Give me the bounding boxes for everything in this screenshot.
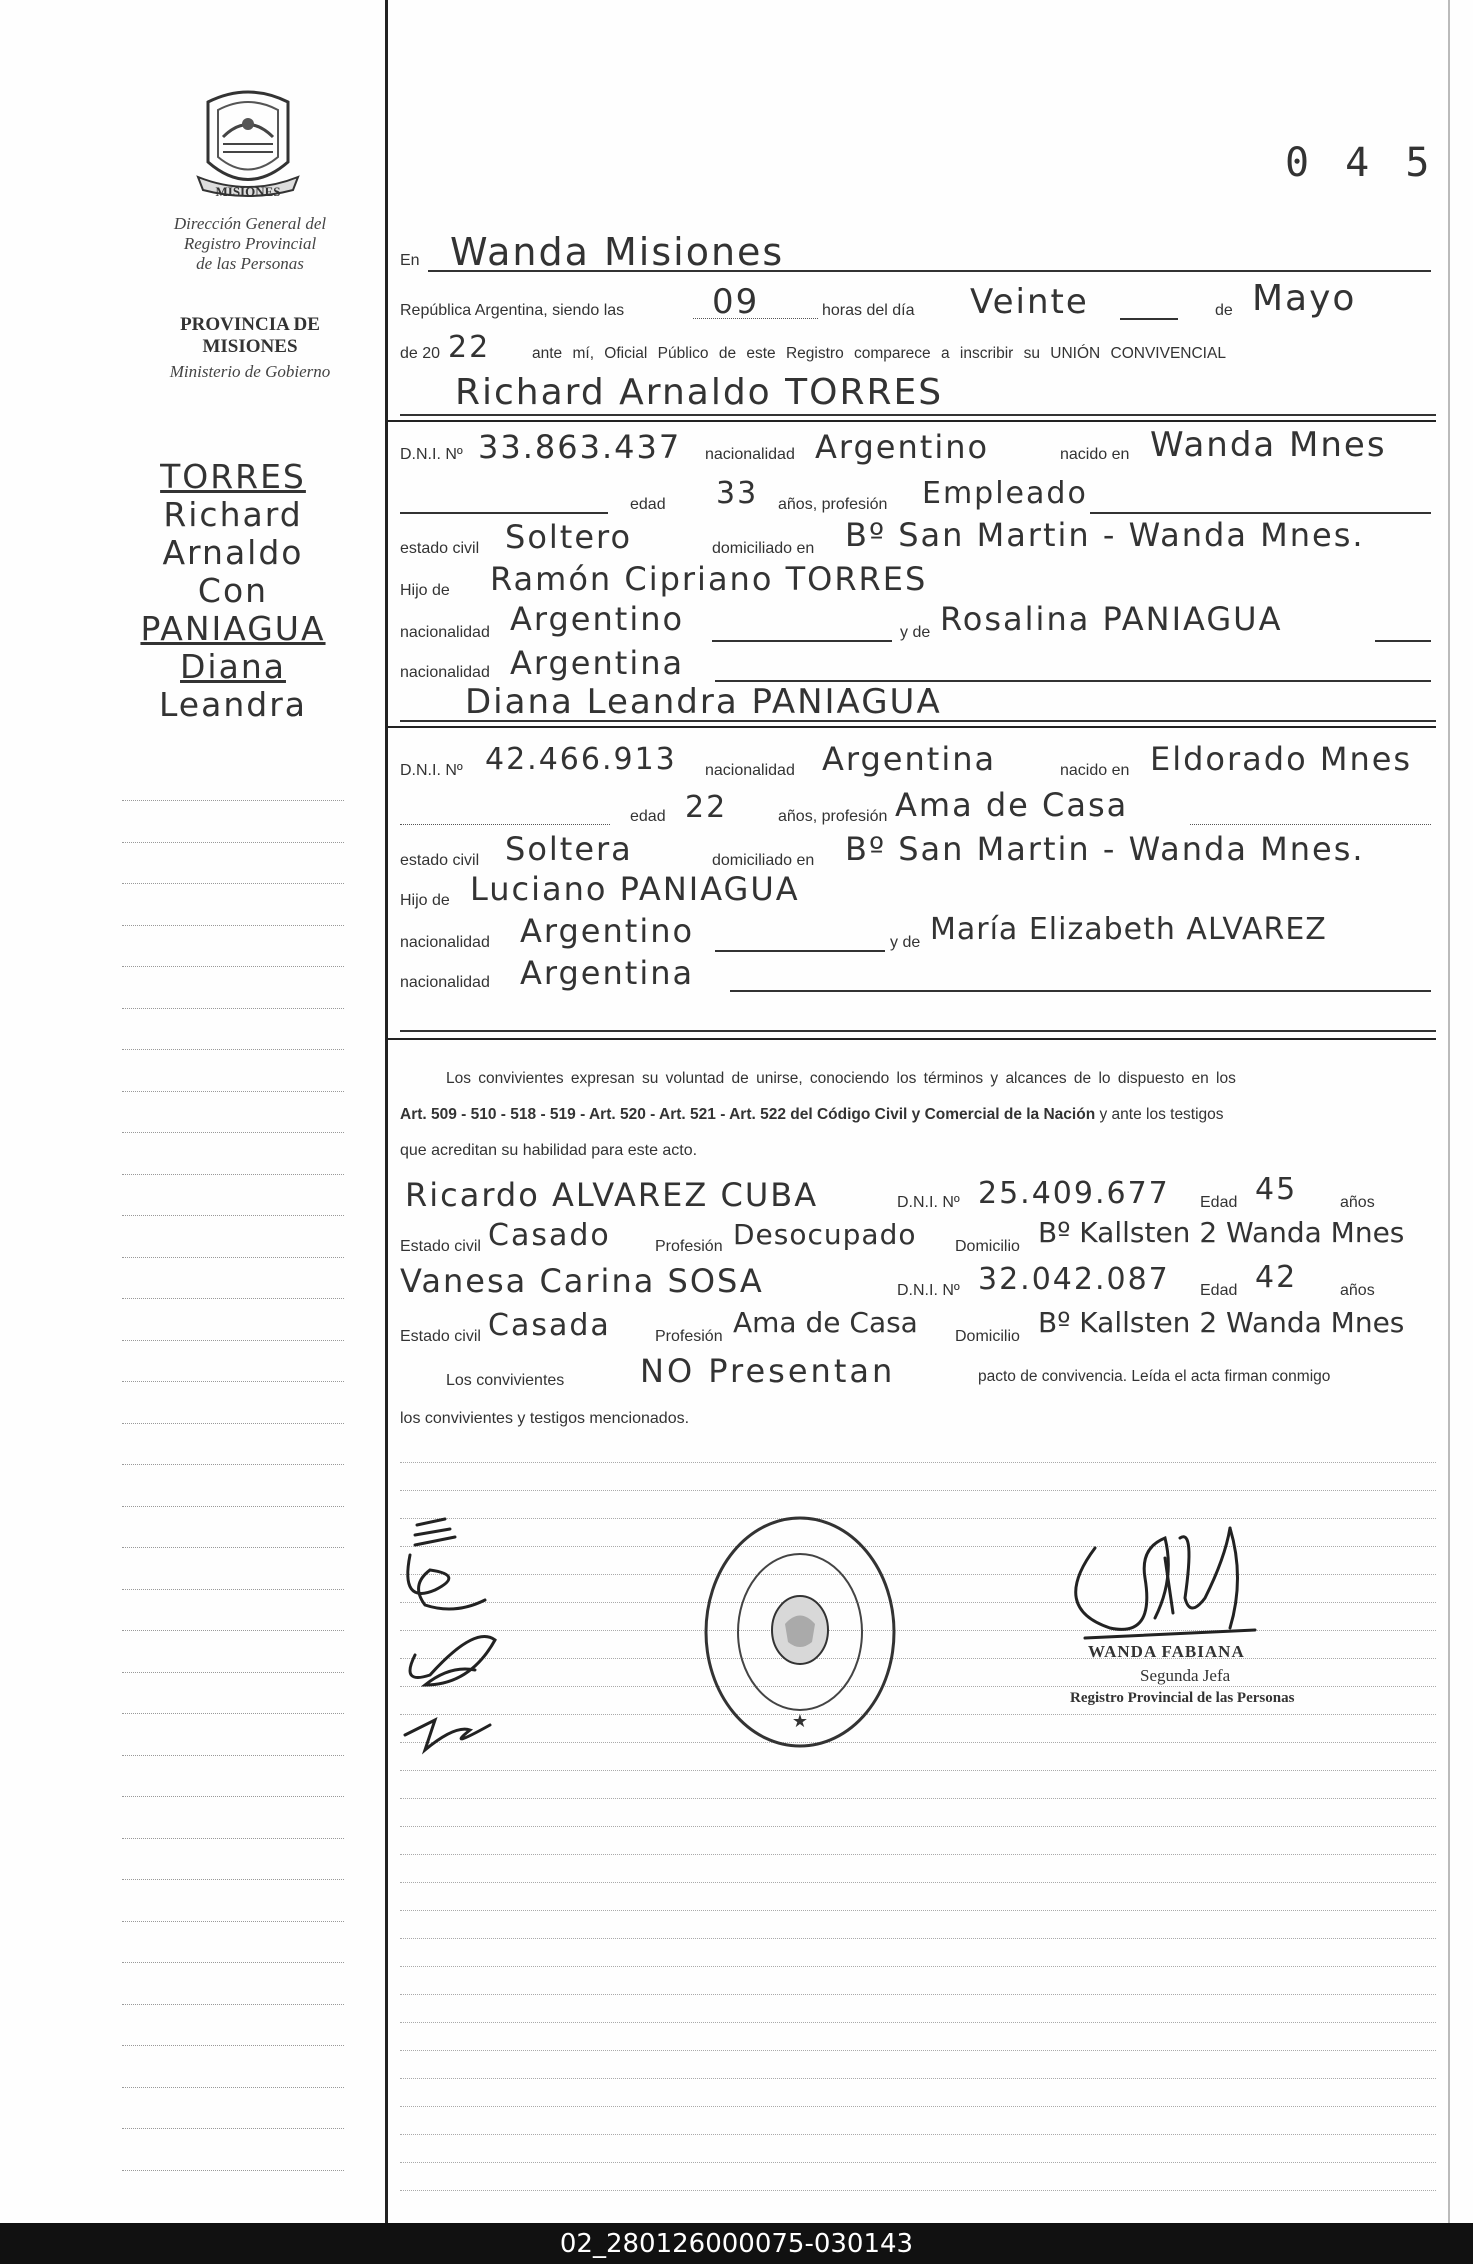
p2-dni-label: D.N.I. Nº xyxy=(400,762,463,779)
margin-rule-line xyxy=(122,1547,344,1548)
margin-rule-line xyxy=(122,883,344,884)
official-title: Segunda Jefa xyxy=(1140,1666,1231,1685)
day-value: Veinte xyxy=(970,282,1089,322)
margin-rule-line xyxy=(122,1132,344,1133)
main-rule-line xyxy=(400,2162,1436,2163)
official-name: WANDA FABIANA xyxy=(1088,1642,1245,1661)
section-divider xyxy=(388,1038,1436,1040)
margin-note-line: Con xyxy=(197,571,269,610)
margin-rule-line xyxy=(122,925,344,926)
margin-rule-line xyxy=(122,1921,344,1922)
margin-rule-line xyxy=(122,1755,344,1756)
w1-name: Ricardo ALVAREZ CUBA xyxy=(405,1176,819,1214)
main-rule-line xyxy=(400,1882,1436,1883)
pact-prefix: Los convivientes xyxy=(446,1372,565,1389)
p1-edad-label: edad xyxy=(630,496,666,513)
margin-note xyxy=(122,458,344,724)
agency-line-3: de las Personas xyxy=(196,254,304,273)
page-edge-line xyxy=(1448,0,1450,2223)
w1-anos-label: años xyxy=(1340,1194,1375,1211)
p2-edad-value: 22 xyxy=(685,790,728,825)
pact-suffix: pacto de convivencia. Leída el acta firman conmigo xyxy=(978,1368,1331,1385)
margin-rule-line xyxy=(122,2170,344,2171)
p1-domicilio-value: Bº San Martin - Wanda Mnes. xyxy=(845,516,1365,554)
p1-nac-padre-rule xyxy=(712,640,892,642)
w2-edad-value: 42 xyxy=(1255,1260,1298,1295)
signatures-witnesses xyxy=(395,1515,525,1775)
agency-name xyxy=(120,214,380,274)
p2-nacionalidad-value: Argentina xyxy=(822,740,997,778)
main-rule-line xyxy=(400,1490,1436,1491)
p1-domicilio-label: domiciliado en xyxy=(712,540,815,557)
official-stamp-icon xyxy=(700,1512,900,1762)
margin-divider xyxy=(385,0,388,2223)
w2-edad-label: Edad xyxy=(1200,1282,1238,1299)
margin-note-line: PANIAGUA xyxy=(140,609,326,648)
p1-nacido-value: Wanda Mnes xyxy=(1150,425,1387,465)
p1-madre-value: Rosalina PANIAGUA xyxy=(940,600,1283,638)
margin-rule-line xyxy=(122,1962,344,1963)
margin-rule-line xyxy=(122,1589,344,1590)
p2-profesion-rule xyxy=(1190,824,1431,825)
w1-profesion-value: Desocupado xyxy=(733,1218,917,1251)
declaration-line-3: que acreditan su habilidad para este acto. xyxy=(400,1142,698,1159)
p2-domicilio-label: domiciliado en xyxy=(712,852,815,869)
p1-estado-label: estado civil xyxy=(400,540,480,557)
margin-rule-line xyxy=(122,1008,344,1009)
main-rule-line xyxy=(400,2190,1436,2191)
w2-dni-value: 32.042.087 xyxy=(978,1262,1170,1297)
p1-nac-madre-value: Argentina xyxy=(510,644,685,682)
ministry-name: Ministerio de Gobierno xyxy=(169,362,331,381)
p2-nacionalidad-label: nacionalidad xyxy=(705,762,795,779)
main-rule-line xyxy=(400,1994,1436,1995)
main-rule-line xyxy=(400,2078,1436,2079)
w1-domicilio-label: Domicilio xyxy=(955,1238,1020,1255)
margin-rule-line xyxy=(122,1381,344,1382)
p1-yde-label: y de xyxy=(900,624,931,641)
margin-rule-line xyxy=(122,1049,344,1050)
p2-dni-value: 42.466.913 xyxy=(485,742,677,777)
margin-rule-line xyxy=(122,1215,344,1216)
p1-profesion-value: Empleado xyxy=(922,476,1088,511)
w2-estado-value: Casada xyxy=(488,1308,611,1343)
main-rule-line xyxy=(400,1910,1436,1911)
margin-rule-line xyxy=(122,1091,344,1092)
p2-nac-padre-value: Argentino xyxy=(520,912,695,950)
p1-anos-label: años, profesión xyxy=(778,496,888,513)
margin-note-line: TORRES xyxy=(160,457,306,496)
margin-rule-line xyxy=(122,2128,344,2129)
province-line-2: MISIONES xyxy=(202,336,298,357)
person1-name-rule xyxy=(400,414,1436,416)
p2-nac-padre-rule xyxy=(715,950,885,952)
margin-rule-line xyxy=(122,1340,344,1341)
p2-padre-value: Luciano PANIAGUA xyxy=(470,870,800,908)
p2-yde-label: y de xyxy=(890,934,921,951)
margin-rule-line xyxy=(122,1257,344,1258)
w1-domicilio-value: Bº Kallsten 2 Wanda Mnes xyxy=(1038,1216,1405,1249)
margin-rule-line xyxy=(122,1879,344,1880)
hour-value: 09 xyxy=(712,282,760,322)
blank-rule xyxy=(400,1030,1436,1032)
p1-nac-padre-label: nacionalidad xyxy=(400,624,490,641)
p2-nac-madre-value: Argentina xyxy=(520,954,695,992)
w2-profesion-label: Profesión xyxy=(655,1328,723,1345)
p1-nac-padre-value: Argentino xyxy=(510,600,685,638)
p2-nac-padre-label: nacionalidad xyxy=(400,934,490,951)
p2-anos-label: años, profesión xyxy=(778,808,888,825)
w2-dni-label: D.N.I. Nº xyxy=(897,1282,960,1299)
intro-statement: ante mí, Oficial Público de este Registro comparece a inscribir su UNIÓN CONVIVENCIAL xyxy=(532,345,1226,362)
record-number: 0 4 5 xyxy=(1285,140,1436,186)
p2-domicilio-value: Bº San Martin - Wanda Mnes. xyxy=(845,830,1365,868)
p2-edad-label: edad xyxy=(630,808,666,825)
margin-rule-line xyxy=(122,1630,344,1631)
section-divider xyxy=(388,726,1436,728)
place-value: Wanda Misiones xyxy=(450,230,785,274)
p2-madre-value: María Elizabeth ALVAREZ xyxy=(930,912,1327,947)
w2-domicilio-value: Bº Kallsten 2 Wanda Mnes xyxy=(1038,1306,1405,1339)
margin-rule-line xyxy=(122,1174,344,1175)
margin-note-line: Arnaldo xyxy=(162,533,304,572)
main-rule-line xyxy=(400,2106,1436,2107)
margin-note-line: Leandra xyxy=(159,685,307,724)
svg-text:★: ★ xyxy=(791,1711,809,1731)
margin-rule-line xyxy=(122,2004,344,2005)
year-prefix: de 20 xyxy=(400,345,441,362)
year-suffix: 22 xyxy=(448,330,491,365)
official-office: Registro Provincial de las Personas xyxy=(1070,1690,1295,1706)
person1-name: Richard Arnaldo TORRES xyxy=(455,372,944,413)
p1-nacionalidad-value: Argentino xyxy=(815,428,990,466)
p1-dni-value: 33.863.437 xyxy=(478,428,682,466)
w1-edad-label: Edad xyxy=(1200,1194,1238,1211)
p1-hijo-label: Hijo de xyxy=(400,582,450,599)
day-rule xyxy=(1120,318,1178,320)
p2-nacido-label: nacido en xyxy=(1060,762,1130,779)
p1-nac-madre-label: nacionalidad xyxy=(400,664,490,681)
de-label: de xyxy=(1215,302,1233,319)
p2-nacido-value: Eldorado Mnes xyxy=(1150,740,1413,778)
en-label: En xyxy=(400,252,420,269)
main-rule-line xyxy=(400,1462,1436,1463)
margin-rule-line xyxy=(122,1796,344,1797)
declaration-line-2 xyxy=(400,1106,1224,1124)
margin-rule-line xyxy=(122,966,344,967)
margin-rule-line xyxy=(122,800,344,801)
margin-note-line: Diana xyxy=(180,647,286,686)
margin-rule-line xyxy=(122,1838,344,1839)
footer-bar xyxy=(0,2223,1473,2264)
w1-estado-label: Estado civil xyxy=(400,1238,481,1255)
p2-hijo-label: Hijo de xyxy=(400,892,450,909)
w1-profesion-label: Profesión xyxy=(655,1238,723,1255)
margin-note-line: Richard xyxy=(163,495,303,534)
main-rule-line xyxy=(400,2022,1436,2023)
horas-label: horas del día xyxy=(822,302,915,319)
main-rule-line xyxy=(400,1686,1436,1687)
p1-estado-value: Soltero xyxy=(505,518,633,556)
main-rule-line xyxy=(400,2050,1436,2051)
margin-rule-line xyxy=(122,1423,344,1424)
margin-rule-line xyxy=(122,842,344,843)
margin-rule-line xyxy=(122,2045,344,2046)
agency-line-2: Registro Provincial xyxy=(183,234,317,253)
crest-label: MISIONES xyxy=(215,184,281,199)
main-rule-line xyxy=(400,1714,1436,1715)
w1-edad-value: 45 xyxy=(1255,1172,1298,1207)
person2-name: Diana Leandra PANIAGUA xyxy=(465,682,942,722)
province-name xyxy=(120,314,380,358)
main-rule-line xyxy=(400,1798,1436,1799)
w2-estado-label: Estado civil xyxy=(400,1328,481,1345)
w1-dni-label: D.N.I. Nº xyxy=(897,1194,960,1211)
p2-estado-value: Soltera xyxy=(505,830,633,868)
margin-rule-line xyxy=(122,1672,344,1673)
main-rule-line xyxy=(400,1854,1436,1855)
margin-rule-line xyxy=(122,1713,344,1714)
pact-value: NO Presentan xyxy=(640,1352,896,1390)
month-value: Mayo xyxy=(1252,278,1357,319)
p1-profesion-rule xyxy=(1090,512,1431,514)
province-line-1: PROVINCIA DE xyxy=(180,314,320,335)
p1-nacionalidad-label: nacionalidad xyxy=(705,446,795,463)
main-rule-line xyxy=(400,1742,1436,1743)
w1-dni-value: 25.409.677 xyxy=(978,1176,1170,1211)
p2-nac-madre-rule xyxy=(730,990,1431,992)
p1-dni-label: D.N.I. Nº xyxy=(400,446,463,463)
p1-blank-rule xyxy=(400,512,608,514)
main-rule-line xyxy=(400,2134,1436,2135)
w2-anos-label: años xyxy=(1340,1282,1375,1299)
declaration-line-1: Los convivientes expresan su voluntad de unirse, conociendo los términos y alcances de lo dispuesto en los xyxy=(446,1070,1236,1087)
w1-estado-value: Casado xyxy=(488,1218,611,1253)
p1-edad-value: 33 xyxy=(716,476,759,511)
p2-nac-madre-label: nacionalidad xyxy=(400,974,490,991)
republica-label: República Argentina, siendo las xyxy=(400,302,625,319)
section-divider xyxy=(388,420,1436,422)
margin-rule-line xyxy=(122,1464,344,1465)
declaration-witnesses: y ante los testigos xyxy=(1099,1106,1224,1123)
margin-rule-line xyxy=(122,1506,344,1507)
w2-profesion-value: Ama de Casa xyxy=(733,1306,918,1339)
p2-blank-rule xyxy=(400,824,610,825)
agency-line-1: Dirección General del xyxy=(173,214,327,233)
footer-code: 02_280126000075-030143 xyxy=(559,2229,914,2259)
p2-profesion-value: Ama de Casa xyxy=(895,786,1129,824)
declaration-articles: Art. 509 - 510 - 518 - 519 - Art. 520 - Art. 521 - Art. 522 del Código Civil y Comercial de la Nación xyxy=(400,1106,1096,1123)
main-rule-line xyxy=(400,1938,1436,1939)
person2-name-rule xyxy=(400,720,1436,722)
p1-padre-value: Ramón Cipriano TORRES xyxy=(490,560,928,598)
w2-name: Vanesa Carina SOSA xyxy=(400,1262,764,1300)
p1-nacido-label: nacido en xyxy=(1060,446,1130,463)
main-rule-line xyxy=(400,1966,1436,1967)
p1-madre-rule xyxy=(1375,640,1431,642)
margin-rule-line xyxy=(122,1298,344,1299)
pact-line-2: los convivientes y testigos mencionados. xyxy=(400,1410,690,1427)
main-rule-line xyxy=(400,1826,1436,1827)
main-rule-line xyxy=(400,1770,1436,1771)
margin-rule-line xyxy=(122,2087,344,2088)
p2-estado-label: estado civil xyxy=(400,852,480,869)
w2-domicilio-label: Domicilio xyxy=(955,1328,1020,1345)
